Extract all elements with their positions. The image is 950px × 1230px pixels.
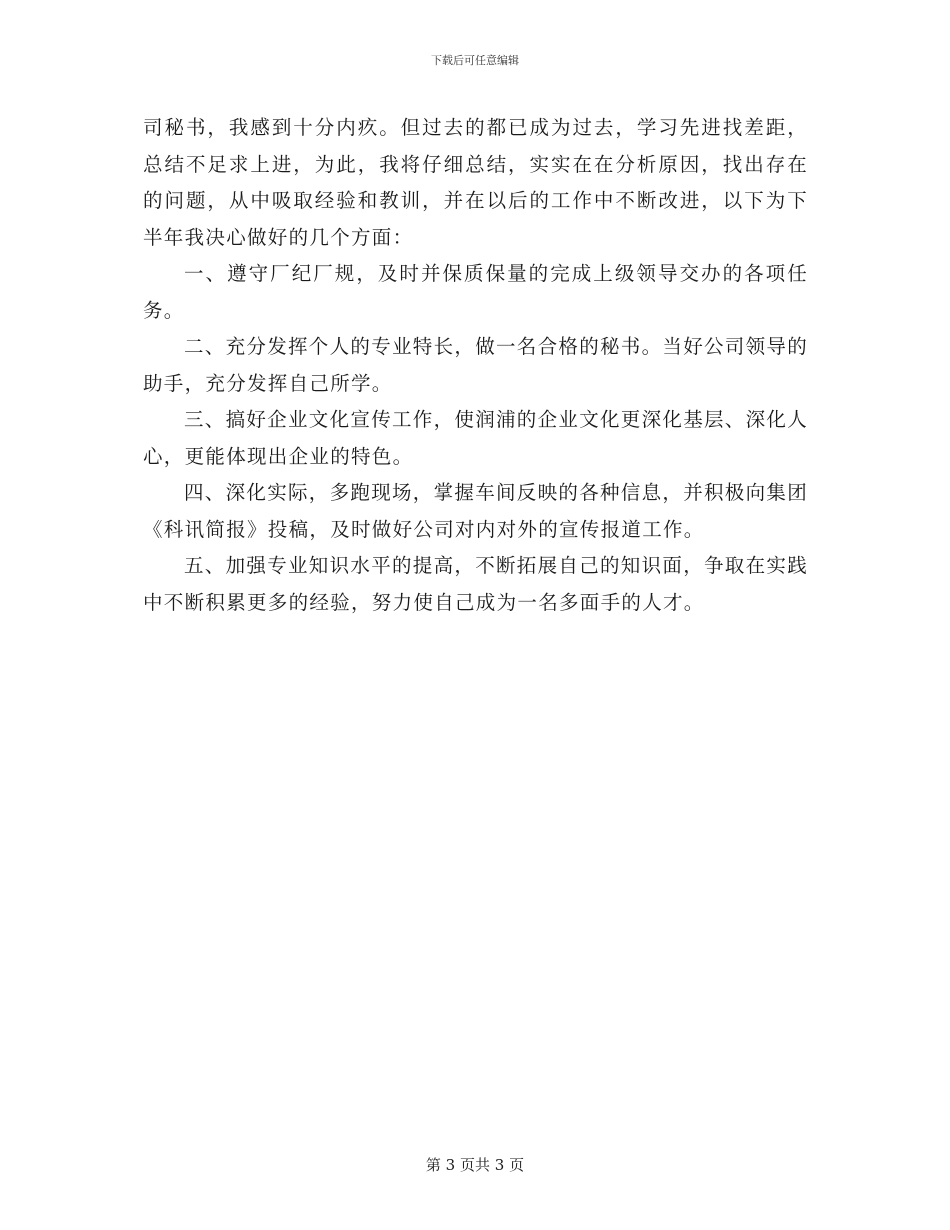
- page-number-footer: 第 3 页共 3 页: [425, 1156, 525, 1174]
- paragraph-item-2: 二、充分发挥个人的专业特长，做一名合格的秘书。当好公司领导的助手，充分发挥自己所学。: [143, 335, 809, 395]
- paragraph-item-1: 一、遵守厂纪厂规，及时并保质保量的完成上级领导交办的各项任务。: [143, 262, 808, 322]
- paragraph-item-5: 五、加强专业知识水平的提高，不断拓展自己的知识面，争取在实践中不断积累更多的经验，努力使自己成为一名多面手的人才。: [143, 554, 809, 614]
- page-header: 下载后可任意编辑: [431, 54, 519, 67]
- document-body: [143, 110, 808, 621]
- paragraph-item-3: 三、搞好企业文化宣传工作，使润浦的企业文化更深化基层、深化人心，更能体现出企业的特色。: [143, 408, 809, 468]
- paragraph-continuation: 司秘书，我感到十分内疚。但过去的都已成为过去，学习先进找差距，总结不足求上进，为此，我将仔细总结，实实在在分析原因，找出存在的问题，从中吸取经验和教训，并在以后的工作中不断改进，以下为下半年我决心做好的几个方面：: [143, 116, 808, 249]
- paragraph-item-4: 四、深化实际，多跑现场，掌握车间反映的各种信息，并积极向集团《科讯简报》投稿，及时做好公司对内对外的宣传报道工作。: [143, 481, 809, 541]
